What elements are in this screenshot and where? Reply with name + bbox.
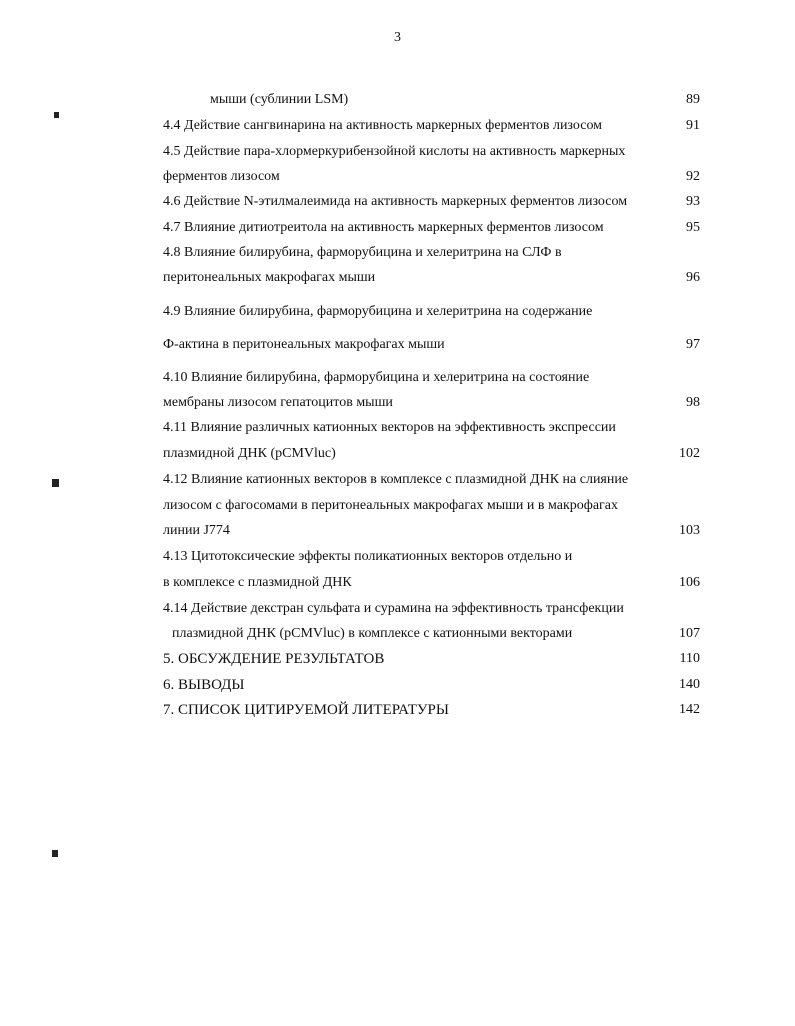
toc-line: 4.14 Действие декстран сульфата и сурамина на эффективность трансфекции <box>163 601 624 616</box>
toc-line: 4.11 Влияние различных катионных векторов на эффективность экспрессии <box>163 420 616 435</box>
scan-mark <box>54 112 59 118</box>
toc-line: плазмидной ДНК (pCMVluc) в комплексе с катионными векторами <box>172 626 573 641</box>
toc-line: 4.8 Влияние билирубина, фарморубицина и хелеритрина на СЛФ в <box>163 245 562 260</box>
toc-page-number: 93 <box>686 194 700 209</box>
page-number: 3 <box>394 30 401 45</box>
toc-line: в комплексе с плазмидной ДНК <box>163 575 352 590</box>
toc-line: 4.7 Влияние дитиотреитола на активность маркерных ферментов лизосом <box>163 220 604 235</box>
toc-page-number: 98 <box>686 395 700 410</box>
toc-line: мембраны лизосом гепатоцитов мыши <box>163 395 393 410</box>
toc-line: 4.10 Влияние билирубина, фарморубицина и хелеритрина на состояние <box>163 370 590 385</box>
toc-line: плазмидной ДНК (pCMVluc) <box>163 446 336 461</box>
toc-line: перитонеальных макрофагах мыши <box>163 270 376 285</box>
toc-section-heading: 7. СПИСОК ЦИТИРУЕМОЙ ЛИТЕРАТУРЫ <box>163 702 449 718</box>
toc-line: Ф-актина в перитонеальных макрофагах мыши <box>163 337 445 352</box>
toc-page-number: 92 <box>686 169 700 184</box>
toc-line: мыши (сублинии LSM) <box>210 92 349 107</box>
toc-line: 4.9 Влияние билирубина, фарморубицина и хелеритрина на содержание <box>163 304 593 319</box>
toc-section-heading: 5. ОБСУЖДЕНИЕ РЕЗУЛЬТАТОВ <box>163 651 385 667</box>
toc-line: ферментов лизосом <box>163 169 280 184</box>
toc-page-number: 107 <box>679 626 700 641</box>
toc-page-number: 102 <box>679 446 700 461</box>
toc-page-number: 91 <box>686 118 700 133</box>
toc-page-number: 103 <box>679 523 700 538</box>
toc-page-number: 110 <box>679 651 700 666</box>
toc-line: 4.4 Действие сангвинарина на активность маркерных ферментов лизосом <box>163 118 603 133</box>
toc-section-heading: 6. ВЫВОДЫ <box>163 677 245 693</box>
toc-page-number: 89 <box>686 92 700 107</box>
toc-page-number: 97 <box>686 337 700 352</box>
scan-mark <box>52 850 58 857</box>
toc-line: линии J774 <box>163 523 230 538</box>
toc-line: лизосом с фагосомами в перитонеальных макрофагах мыши и в макрофагах <box>163 498 619 513</box>
toc-page-number: 95 <box>686 220 700 235</box>
toc-page-number: 96 <box>686 270 700 285</box>
toc-line: 4.13 Цитотоксические эффекты поликатионных векторов отдельно и <box>163 549 573 564</box>
toc-page-number: 142 <box>679 702 700 717</box>
toc-line: 4.5 Действие пара-хлормеркурибензойной кислоты на активность маркерных <box>163 144 626 159</box>
toc-page-number: 106 <box>679 575 700 590</box>
toc-line: 4.6 Действие N-этилмалеимида на активность маркерных ферментов лизосом <box>163 194 628 209</box>
scan-mark <box>52 479 59 487</box>
toc-page-number: 140 <box>679 677 700 692</box>
toc-line: 4.12 Влияние катионных векторов в комплексе с плазмидной ДНК на слияние <box>163 472 629 487</box>
